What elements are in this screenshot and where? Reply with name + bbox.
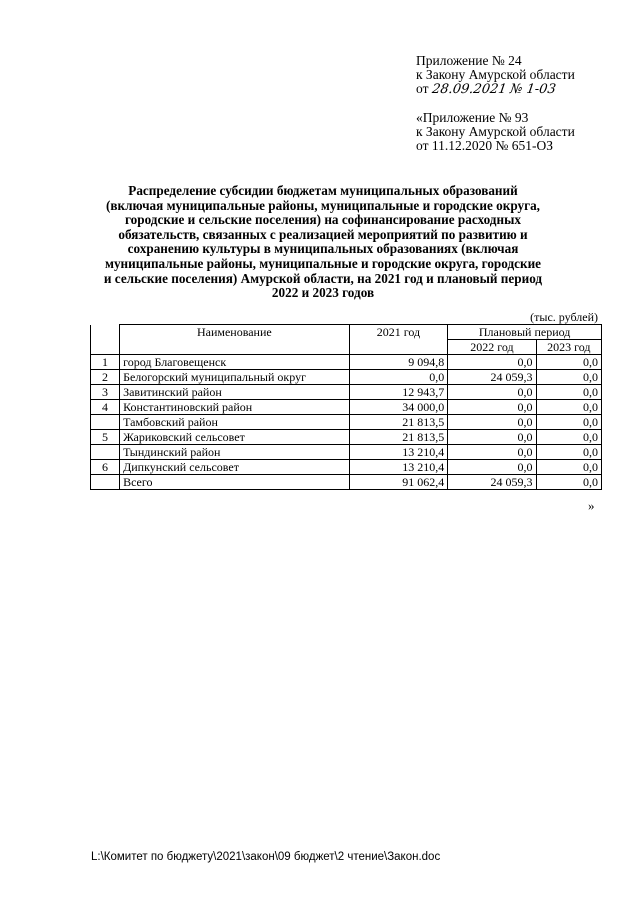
row-value-2022: 0,0 <box>448 445 536 460</box>
row-value-2023: 0,0 <box>536 370 601 385</box>
row-name: Завитинский район <box>120 385 350 400</box>
row-value-2023: 0,0 <box>536 415 601 430</box>
row-value-2021: 12 943,7 <box>349 385 448 400</box>
row-name: Тындинский район <box>120 445 350 460</box>
table-row <box>91 445 602 460</box>
table-header-row <box>91 325 602 340</box>
row-number: 6 <box>91 460 120 475</box>
row-value-2023: 0,0 <box>536 355 601 370</box>
row-number <box>91 445 120 460</box>
header-2023: 2023 год <box>536 340 601 355</box>
header-2021: 2021 год <box>349 325 448 355</box>
title-line: сохранению культуры в муниципальных образованиях (включая <box>127 241 519 257</box>
row-value-2022: 24 059,3 <box>448 370 536 385</box>
appendix-law-ref: к Закону Амурской области <box>416 67 575 82</box>
row-name: Белогорский муниципальный округ <box>120 370 350 385</box>
row-value-2021: 13 210,4 <box>349 460 448 475</box>
row-value-2023: 0,0 <box>536 385 601 400</box>
row-number <box>91 415 120 430</box>
header-planned-period: Плановый период <box>448 325 602 340</box>
header-num <box>91 325 120 355</box>
table-body <box>91 355 602 490</box>
row-number: 1 <box>91 355 120 370</box>
appendix-date-line <box>416 82 575 97</box>
table-row <box>91 370 602 385</box>
title-line: (включая муниципальные районы, муниципальные и городские округа, <box>106 197 540 213</box>
handwritten-number: № 1-03 <box>508 82 557 97</box>
title-line: муниципальные районы, муниципальные и городские округа, городские <box>104 255 542 271</box>
row-number <box>91 475 120 490</box>
units-label: (тыс. рублей) <box>530 310 598 324</box>
title-line: и сельские поселения) Амурской области, на 2021 год и плановый период <box>103 270 543 286</box>
row-value-2023: 0,0 <box>536 400 601 415</box>
row-value-2022: 24 059,3 <box>448 475 536 490</box>
row-name: Дипкунский сельсовет <box>120 460 350 475</box>
title-line: обязательств, связанных с реализацией мероприятий по развитию и <box>118 226 528 242</box>
row-name: Всего <box>120 475 350 490</box>
row-value-2023: 0,0 <box>536 460 601 475</box>
row-value-2021: 34 000,0 <box>349 400 448 415</box>
header-2022: 2022 год <box>448 340 536 355</box>
header-name: Наименование <box>120 325 350 355</box>
appendix-block-previous <box>416 111 575 153</box>
prev-appendix-number: «Приложение № 93 <box>416 110 529 125</box>
handwritten-date: 28.09.2021 <box>430 82 508 97</box>
row-value-2023: 0,0 <box>536 445 601 460</box>
row-value-2022: 0,0 <box>448 400 536 415</box>
table-row <box>91 430 602 445</box>
title-line: городские и сельские поселения) на софинансирование расходных <box>125 212 521 228</box>
appendix-number: Приложение № 24 <box>416 53 522 68</box>
footer-file-path: L:\Комитет по бюджету\2021\закон\09 бюджет\2 чтение\Закон.doc <box>91 851 441 863</box>
row-value-2021: 91 062,4 <box>349 475 448 490</box>
document-title <box>86 184 560 301</box>
row-name: Жариковский сельсовет <box>120 430 350 445</box>
row-value-2023: 0,0 <box>536 475 601 490</box>
row-value-2021: 21 813,5 <box>349 430 448 445</box>
table-row <box>91 385 602 400</box>
row-number: 5 <box>91 430 120 445</box>
row-value-2022: 0,0 <box>448 460 536 475</box>
row-value-2021: 9 094,8 <box>349 355 448 370</box>
row-value-2023: 0,0 <box>536 430 601 445</box>
row-value-2022: 0,0 <box>448 355 536 370</box>
row-value-2022: 0,0 <box>448 385 536 400</box>
row-value-2021: 0,0 <box>349 370 448 385</box>
row-number: 4 <box>91 400 120 415</box>
row-value-2021: 21 813,5 <box>349 415 448 430</box>
table-row <box>91 415 602 430</box>
subsidy-table <box>90 324 602 490</box>
prev-appendix-date: от 11.12.2020 № 651-ОЗ <box>416 138 553 153</box>
appendix-date-prefix: от <box>416 81 429 96</box>
row-number: 3 <box>91 385 120 400</box>
row-name: Константиновский район <box>120 400 350 415</box>
table-row <box>91 355 602 370</box>
row-value-2022: 0,0 <box>448 415 536 430</box>
row-name: Тамбовский район <box>120 415 350 430</box>
table-row <box>91 475 602 490</box>
row-name: город Благовещенск <box>120 355 350 370</box>
prev-appendix-law-ref: к Закону Амурской области <box>416 124 575 139</box>
row-number: 2 <box>91 370 120 385</box>
table-row <box>91 400 602 415</box>
appendix-block-current <box>416 54 575 97</box>
title-line: Распределение субсидии бюджетам муниципальных образований <box>128 183 518 198</box>
closing-quote: » <box>588 498 595 513</box>
table-row <box>91 460 602 475</box>
row-value-2022: 0,0 <box>448 430 536 445</box>
row-value-2021: 13 210,4 <box>349 445 448 460</box>
title-line: 2022 и 2023 годов <box>271 285 375 301</box>
